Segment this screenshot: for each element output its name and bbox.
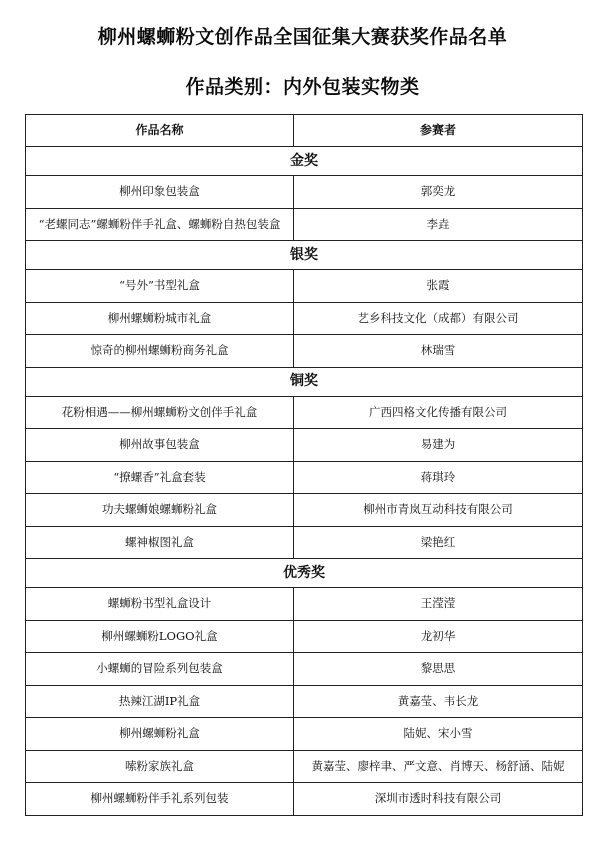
work-name-cell: 花粉相遇——柳州螺蛳粉文创伴手礼盒	[26, 396, 294, 429]
work-name-cell: 螺神椒图礼盒	[26, 526, 294, 559]
participant-cell: 张霞	[294, 270, 583, 303]
participant-cell: 蒋琪玲	[294, 461, 583, 494]
work-name-cell: 功夫螺蛳娘螺蛳粉礼盒	[26, 494, 294, 527]
participant-cell: 龙初华	[294, 620, 583, 653]
participant-cell: 李垚	[294, 208, 583, 241]
work-name-cell: 热辣江湖IP礼盒	[26, 685, 294, 718]
participant-cell: 艺乡科技文化（成都）有限公司	[294, 302, 583, 335]
work-name-cell: 柳州螺蛳粉LOGO礼盒	[26, 620, 294, 653]
participant-cell: 黄嘉莹、韦长龙	[294, 685, 583, 718]
work-name-cell: “撩螺香”礼盒套装	[26, 461, 294, 494]
table-row	[26, 429, 583, 462]
section-row-bronze	[26, 367, 583, 396]
page-title: 柳州螺蛳粉文创作品全国征集大赛获奖作品名单	[97, 26, 508, 48]
participant-cell: 梁艳红	[294, 526, 583, 559]
table-row	[26, 270, 583, 303]
section-row-gold	[26, 147, 583, 176]
work-name-cell: 柳州螺蛳粉礼盒	[26, 718, 294, 751]
award-table	[25, 114, 583, 816]
participant-cell: 广西四格文化传播有限公司	[294, 396, 583, 429]
section-title: 铜奖	[26, 367, 583, 396]
table-row	[26, 718, 583, 751]
table-row	[26, 783, 583, 816]
work-name-cell: 柳州印象包装盒	[26, 176, 294, 209]
work-name-cell: 小螺蛳的冒险系列包装盒	[26, 653, 294, 686]
participant-cell: 王滢滢	[294, 588, 583, 621]
table-row	[26, 750, 583, 783]
table-row	[26, 335, 583, 368]
work-name-cell: 柳州螺蛳粉城市礼盒	[26, 302, 294, 335]
table-row	[26, 396, 583, 429]
table-row	[26, 526, 583, 559]
participant-cell: 黎思思	[294, 653, 583, 686]
table-row	[26, 685, 583, 718]
table-row	[26, 302, 583, 335]
table-row	[26, 620, 583, 653]
work-name-cell: “号外”书型礼盒	[26, 270, 294, 303]
table-row	[26, 176, 583, 209]
category-subtitle: 作品类别：内外包装实物类	[185, 76, 420, 98]
section-row-excellence	[26, 559, 583, 588]
section-row-silver	[26, 241, 583, 270]
header-work-name: 作品名称	[26, 115, 294, 147]
participant-cell: 郭奕龙	[294, 176, 583, 209]
participant-cell: 深圳市透时科技有限公司	[294, 783, 583, 816]
table-row	[26, 208, 583, 241]
participant-cell: 林瑞雪	[294, 335, 583, 368]
work-name-cell: 螺蛳粉书型礼盒设计	[26, 588, 294, 621]
table-row	[26, 588, 583, 621]
table-row	[26, 653, 583, 686]
section-title: 银奖	[26, 241, 583, 270]
work-name-cell: 柳州故事包装盒	[26, 429, 294, 462]
header-participant: 参赛者	[294, 115, 583, 147]
work-name-cell: 柳州螺蛳粉伴手礼系列包装	[26, 783, 294, 816]
participant-cell: 易建为	[294, 429, 583, 462]
section-title: 金奖	[26, 147, 583, 176]
section-title: 优秀奖	[26, 559, 583, 588]
participant-cell: 黄嘉莹、廖梓聿、严文意、肖博天、杨舒涵、陆妮	[294, 750, 583, 783]
participant-cell: 陆妮、宋小雪	[294, 718, 583, 751]
work-name-cell: 嗦粉家族礼盒	[26, 750, 294, 783]
table-row	[26, 494, 583, 527]
table-row	[26, 461, 583, 494]
work-name-cell: “老螺同志”螺蛳粉伴手礼盒、螺蛳粉自热包装盒	[26, 208, 294, 241]
table-header-row	[26, 115, 583, 147]
work-name-cell: 惊奇的柳州螺蛳粉商务礼盒	[26, 335, 294, 368]
participant-cell: 柳州市青岚互动科技有限公司	[294, 494, 583, 527]
